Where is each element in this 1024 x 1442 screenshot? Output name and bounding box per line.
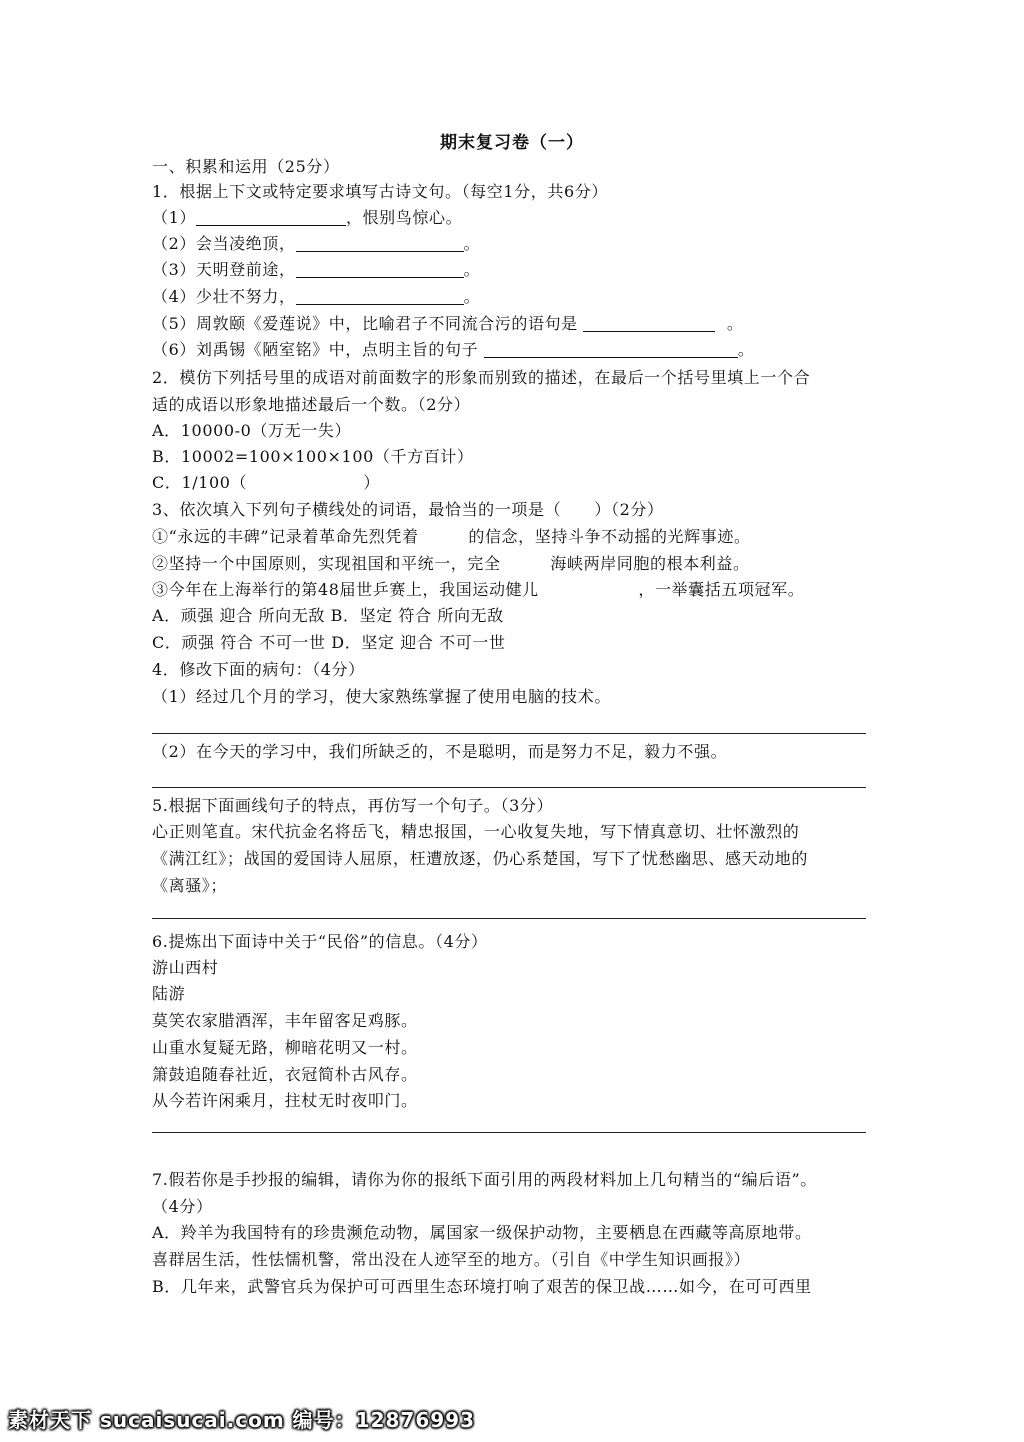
q1-item-2-text: （2）会当凌绝顶，: [152, 234, 296, 253]
q2-heading-line-1: 2．模仿下列括号里的成语对前面数字的形象而别致的描述，在最后一个括号里填上一个合: [152, 368, 811, 387]
q1-item-4: [152, 287, 480, 307]
answer-line[interactable]: [152, 918, 866, 919]
fill-blank[interactable]: [484, 341, 738, 358]
q1-item-1-prefix: （1）: [152, 208, 196, 227]
q2-heading-line-2: 适的成语以形象地描述最后一个数。（2分）: [152, 395, 471, 414]
poem-line-2: 山重水复疑无路，柳暗花明又一村。: [152, 1038, 418, 1057]
watermark-bar: [0, 1390, 1024, 1442]
q6-heading: 6.提炼出下面诗中关于“民俗”的信息。（4分）: [152, 932, 488, 951]
q7-material-a-line-2: 喜群居生活，性怯懦机警，常出没在人迹罕至的地方。（引自《中学生知识画报》）: [152, 1250, 751, 1269]
q7-heading: 7.假若你是手抄报的编辑，请你为你的报纸下面引用的两段材料加上几句精当的“编后语”。: [152, 1170, 817, 1189]
q5-passage-line-3: 《离骚》；: [152, 876, 228, 895]
q1-item-4-end: 。: [463, 287, 481, 306]
q2-option-a: A．10000-0（万无一失）: [152, 421, 352, 440]
q5-heading: 5.根据下面画线句子的特点，再仿写一个句子。（3分）: [152, 796, 554, 815]
q5-passage-line-2: 《满江红》；战国的爱国诗人屈原，枉遭放逐，仍心系楚国，写下了忧愁幽思、感天动地的: [152, 849, 809, 868]
poem-line-3: 箫鼓追随春社近，衣冠简朴古风存。: [152, 1065, 418, 1084]
answer-line[interactable]: [152, 1132, 866, 1133]
q1-item-3-text: （3）天明登前途，: [152, 260, 296, 279]
q1-item-5: [152, 314, 743, 334]
poem-author: 陆游: [152, 984, 186, 1003]
q1-item-1: [152, 208, 462, 228]
q4-heading: 4．修改下面的病句：（4分）: [152, 660, 365, 679]
q5-passage-line-1: 心正则笔直。宋代抗金名将岳飞，精忠报国，一心收复失地，写下情真意切、壮怀激烈的: [152, 822, 800, 841]
q3-options-cd: C．顽强 符合 不可一世 D．坚定 迎合 不可一世: [152, 633, 506, 652]
q3-options-ab: A．顽强 迎合 所向无敌 B．坚定 符合 所向无敌: [152, 606, 504, 625]
q1-item-6-text: （6）刘禹锡《陋室铭》中，点明主旨的句子: [152, 340, 479, 359]
q3-sentence-2: ②坚持一个中国原则，实现祖国和平统一，完全 海峡两岸同胞的根本利益。: [152, 554, 750, 573]
q7-material-b-line-1: B．几年来，武警官兵为保护可可西里生态环境打响了艰苦的保卫战……如今，在可可西里: [152, 1277, 812, 1296]
q4-sentence-2: （2）在今天的学习中，我们所缺乏的，不是聪明，而是努力不足，毅力不强。: [152, 742, 728, 761]
q1-item-5-end: 。: [726, 314, 744, 333]
fill-blank[interactable]: [296, 288, 464, 305]
q1-item-5-text: （5）周敦颐《爱莲说》中，比喻君子不同流合污的语句是: [152, 314, 578, 333]
q1-item-3-end: 。: [463, 260, 481, 279]
q3-sentence-3: ③今年在上海举行的第48届世乒赛上，我国运动健儿 ，一举囊括五项冠军。: [152, 580, 805, 599]
answer-line[interactable]: [152, 733, 866, 734]
fill-blank[interactable]: [296, 235, 464, 252]
q1-item-1-suffix: ，恨别鸟惊心。: [345, 208, 463, 227]
q1-item-4-text: （4）少壮不努力，: [152, 287, 296, 306]
watermark-text: 素材天下 sucaisucai.com 编号：12876993: [8, 1408, 475, 1432]
q3-sentence-1: ①“永远的丰碑”记录着革命先烈凭着 的信念，坚持斗争不动摇的光辉事迹。: [152, 527, 751, 546]
poem-line-4: 从今若许闲乘月，拄杖无时夜叩门。: [152, 1091, 418, 1110]
section-heading: 一、积累和运用（25分）: [152, 157, 340, 176]
q7-score: （4分）: [152, 1197, 213, 1216]
answer-line[interactable]: [152, 787, 866, 788]
q4-sentence-1: （1）经过几个月的学习，使大家熟练掌握了使用电脑的技术。: [152, 687, 611, 706]
q7-material-a-line-1: A．羚羊为我国特有的珍贵濒危动物，属国家一级保护动物，主要栖息在西藏等高原地带。: [152, 1223, 812, 1242]
poem-title: 游山西村: [152, 958, 219, 977]
q1-item-6: [152, 340, 754, 360]
q3-heading: 3、依次填入下列句子横线处的词语，最恰当的一项是（ ）（2分）: [152, 500, 664, 519]
q1-item-2: [152, 234, 480, 254]
q1-item-2-end: 。: [463, 234, 481, 253]
exam-title: 期末复习卷（一）: [440, 133, 584, 153]
q1-item-6-end: 。: [737, 340, 755, 359]
poem-line-1: 莫笑农家腊酒浑，丰年留客足鸡豚。: [152, 1011, 418, 1030]
q2-option-b: B．10002=100×100×100（千方百计）: [152, 447, 474, 466]
fill-blank[interactable]: [583, 315, 715, 332]
q1-heading: 1．根据上下文或特定要求填写古诗文句。（每空1分，共6分）: [152, 182, 608, 201]
fill-blank[interactable]: [196, 209, 346, 226]
q1-item-3: [152, 260, 480, 280]
q2-option-c: C．1/100（ ）: [152, 473, 380, 492]
fill-blank[interactable]: [296, 261, 464, 278]
